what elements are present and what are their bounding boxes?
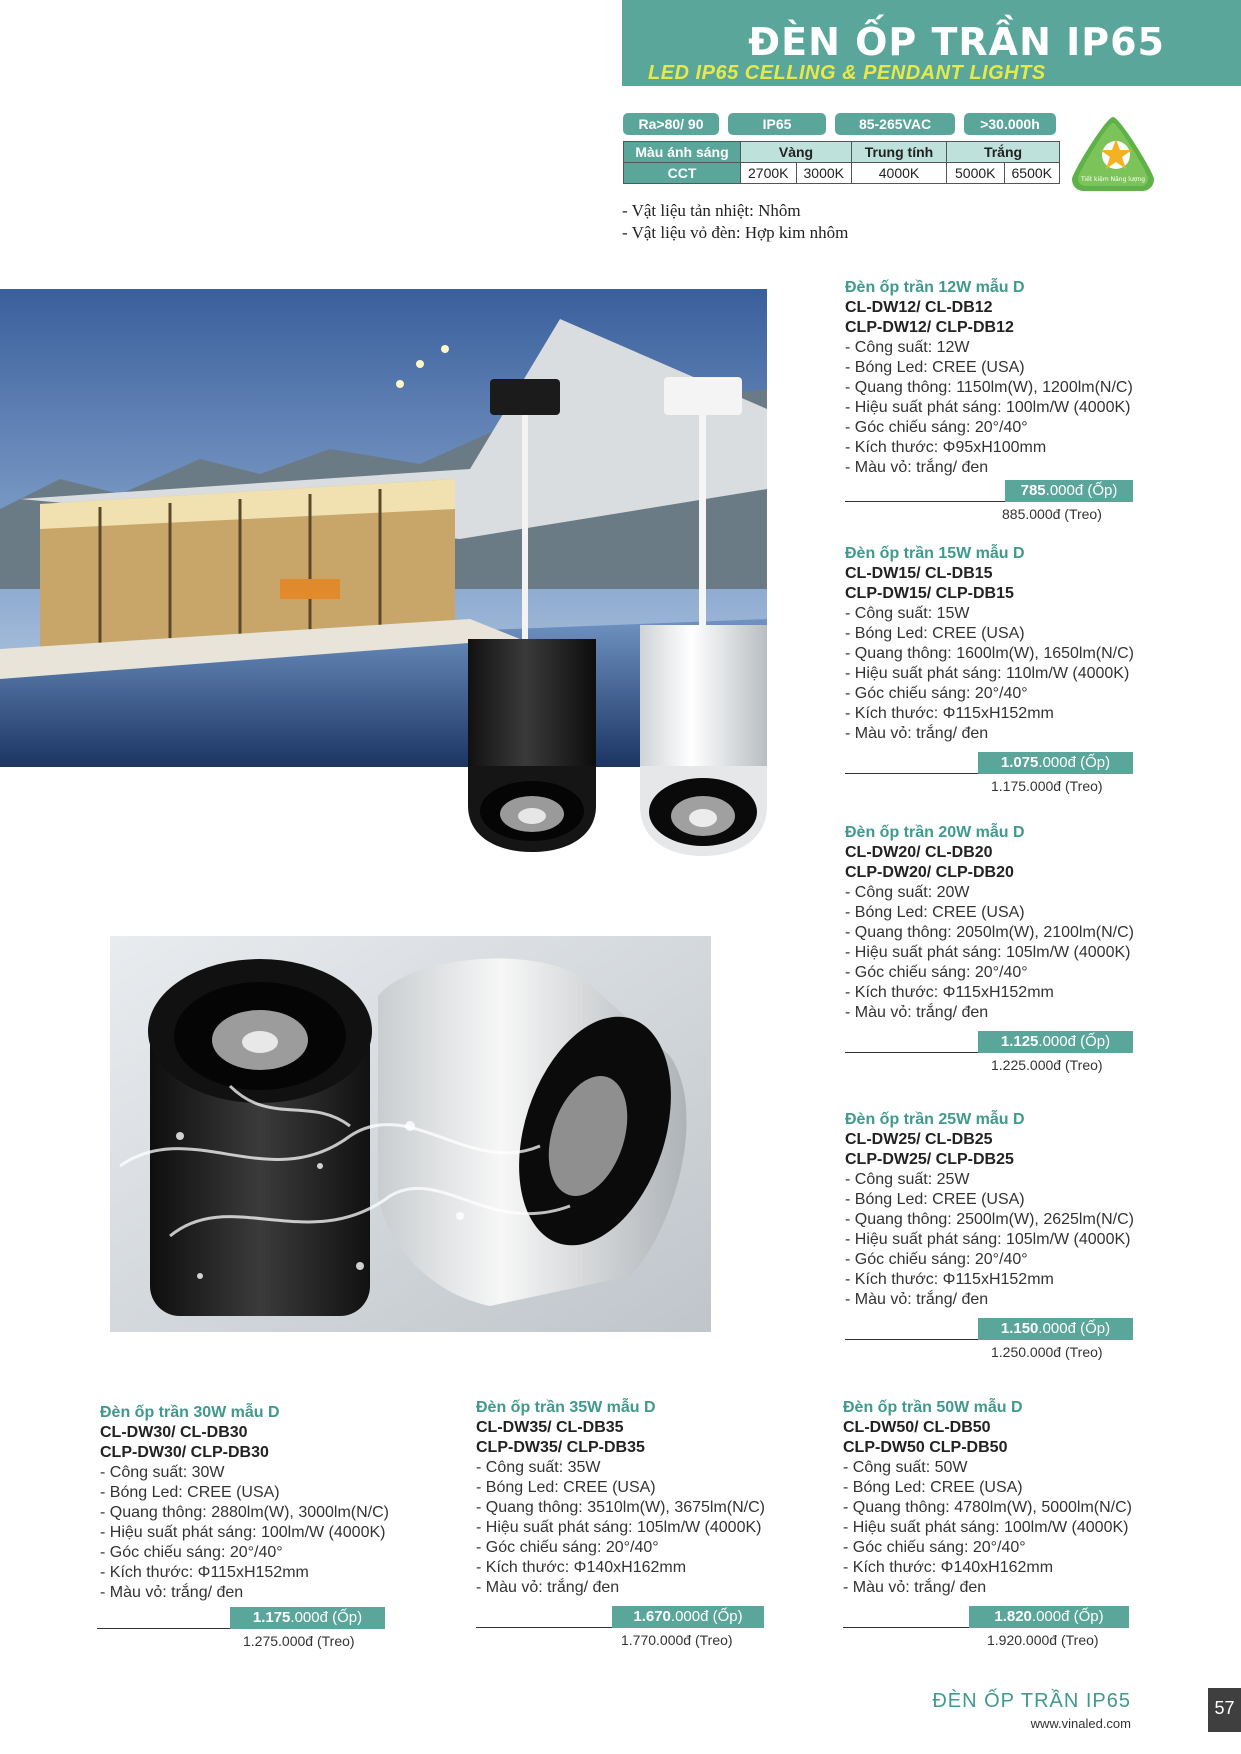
product-code: CLP-DW20/ CLP-DB20	[845, 864, 1014, 881]
product-spec: - Màu vỏ: trắng/ đen	[845, 725, 989, 742]
product-spec: - Quang thông: 3510lm(W), 3675lm(N/C)	[476, 1499, 765, 1516]
product-code: CLP-DW25/ CLP-DB25	[845, 1151, 1014, 1168]
product-spec: - Màu vỏ: trắng/ đen	[100, 1584, 244, 1601]
price-treo: 1.175.000đ (Treo)	[991, 778, 1103, 794]
page-number: 57	[1214, 1698, 1235, 1718]
product-code: CL-DW50/ CL-DB50	[843, 1419, 991, 1436]
cct-value: 6500K	[1004, 163, 1060, 184]
product-spec: - Hiệu suất phát sáng: 100lm/W (4000K)	[843, 1519, 1129, 1536]
product-spec: - Góc chiếu sáng: 20°/40°	[843, 1539, 1026, 1556]
price-treo: 1.250.000đ (Treo)	[991, 1344, 1103, 1360]
product-spec: - Màu vỏ: trắng/ đen	[476, 1579, 620, 1596]
product-code: CLP-DW15/ CLP-DB15	[845, 585, 1014, 602]
price-op: 1.075.000đ (Ốp)	[978, 752, 1133, 774]
product-spec: - Góc chiếu sáng: 20°/40°	[100, 1544, 283, 1561]
cct-group-white: Trắng	[947, 142, 1060, 163]
cct-group-neutral: Trung tính	[852, 142, 947, 163]
material-heatsink: - Vật liệu tản nhiệt: Nhôm	[622, 201, 801, 220]
page-title: ĐÈN ỐP TRẦN IP65	[748, 20, 1165, 64]
price-op: 1.670.000đ (Ốp)	[612, 1606, 764, 1628]
footer-title: ĐÈN ỐP TRẦN IP65	[932, 1690, 1131, 1712]
product-spec: - Kích thước: Φ115xH152mm	[845, 1271, 1054, 1288]
white-pendant-light-image	[640, 766, 767, 856]
product-spec: - Hiệu suất phát sáng: 105lm/W (4000K)	[845, 1231, 1131, 1248]
product-spec: - Góc chiếu sáng: 20°/40°	[476, 1539, 659, 1556]
price-treo: 1.770.000đ (Treo)	[621, 1632, 733, 1648]
spec-pill-lifetime: >30.000h	[964, 113, 1056, 135]
cct-row-label-cct: CCT	[624, 163, 741, 184]
product-spec: - Bóng Led: CREE (USA)	[100, 1484, 280, 1501]
product-code: CLP-DW30/ CLP-DB30	[100, 1444, 269, 1461]
product-spec: - Bóng Led: CREE (USA)	[845, 625, 1025, 642]
product-code: CLP-DW50 CLP-DB50	[843, 1439, 1008, 1456]
product-spec: - Góc chiếu sáng: 20°/40°	[845, 964, 1028, 981]
product-spec: - Màu vỏ: trắng/ đen	[845, 459, 989, 476]
product-spec: - Góc chiếu sáng: 20°/40°	[845, 1251, 1028, 1268]
product-spec: - Màu vỏ: trắng/ đen	[845, 1291, 989, 1308]
product-spec: - Công suất: 20W	[845, 884, 970, 901]
price-op: 1.820.000đ (Ốp)	[969, 1606, 1129, 1628]
product-20w	[845, 823, 1185, 1079]
product-spec: - Công suất: 12W	[845, 339, 970, 356]
cct-row-label-color: Màu ánh sáng	[624, 142, 741, 163]
product-code: CL-DW25/ CL-DB25	[845, 1131, 993, 1148]
product-spec: - Hiệu suất phát sáng: 105lm/W (4000K)	[845, 944, 1131, 961]
price-treo: 885.000đ (Treo)	[1002, 506, 1102, 522]
cct-value: 4000K	[852, 163, 947, 184]
product-30w	[100, 1403, 440, 1655]
product-title: Đèn ốp trần 20W mẫu D	[845, 824, 1025, 841]
spec-pill-voltage: 85-265VAC	[835, 113, 955, 135]
product-spec: - Góc chiếu sáng: 20°/40°	[845, 419, 1028, 436]
product-title: Đèn ốp trần 25W mẫu D	[845, 1111, 1025, 1128]
water-splash-product-photo	[110, 936, 711, 1332]
product-spec: - Bóng Led: CREE (USA)	[845, 904, 1025, 921]
product-spec: - Quang thông: 2500lm(W), 2625lm(N/C)	[845, 1211, 1134, 1228]
villa-product-photo	[0, 289, 767, 767]
product-title: Đèn ốp trần 35W mẫu D	[476, 1399, 656, 1416]
price-box	[97, 1607, 437, 1655]
product-spec: - Màu vỏ: trắng/ đen	[845, 1004, 989, 1021]
product-spec: - Quang thông: 2880lm(W), 3000lm(N/C)	[100, 1504, 389, 1521]
product-spec: - Góc chiếu sáng: 20°/40°	[845, 685, 1028, 702]
cct-value: 5000K	[947, 163, 1005, 184]
product-code: CLP-DW12/ CLP-DB12	[845, 319, 1014, 336]
price-treo: 1.225.000đ (Treo)	[991, 1057, 1103, 1073]
product-title: Đèn ốp trần 12W mẫu D	[845, 279, 1025, 296]
price-treo: 1.275.000đ (Treo)	[243, 1633, 355, 1649]
price-treo: 1.920.000đ (Treo)	[987, 1632, 1099, 1648]
product-spec: - Kích thước: Φ115xH152mm	[845, 705, 1054, 722]
product-spec: - Bóng Led: CREE (USA)	[845, 359, 1025, 376]
product-spec: - Màu vỏ: trắng/ đen	[843, 1579, 987, 1596]
product-spec: - Kích thước: Φ95xH100mm	[845, 439, 1047, 456]
product-title: Đèn ốp trần 30W mẫu D	[100, 1404, 280, 1421]
product-spec: - Bóng Led: CREE (USA)	[476, 1479, 656, 1496]
spec-pill-ip: IP65	[728, 113, 826, 135]
product-spec: - Bóng Led: CREE (USA)	[843, 1479, 1023, 1496]
product-spec: - Kích thước: Φ140xH162mm	[476, 1559, 687, 1576]
badge-text: Tiết kiệm Năng lượng	[1080, 176, 1146, 183]
cct-group-warm: Vàng	[741, 142, 852, 163]
product-spec: - Quang thông: 1150lm(W), 1200lm(N/C)	[845, 379, 1133, 396]
product-title: Đèn ốp trần 50W mẫu D	[843, 1399, 1023, 1416]
product-spec: - Kích thước: Φ140xH162mm	[843, 1559, 1054, 1576]
footer-website: www.vinaled.com	[1030, 1716, 1131, 1731]
energy-saving-badge-icon	[1070, 115, 1156, 193]
price-box	[843, 1606, 1183, 1654]
product-spec: - Công suất: 25W	[845, 1171, 970, 1188]
price-op: 1.150.000đ (Ốp)	[978, 1318, 1133, 1340]
price-op: 1.175.000đ (Ốp)	[230, 1607, 385, 1629]
product-spec: - Hiệu suất phát sáng: 100lm/W (4000K)	[845, 399, 1131, 416]
product-12w	[845, 278, 1185, 528]
price-box	[476, 1606, 816, 1654]
page-subtitle: LED IP65 CELLING & PENDANT LIGHTS	[648, 62, 1046, 84]
product-spec: - Công suất: 30W	[100, 1464, 225, 1481]
product-spec: - Hiệu suất phát sáng: 100lm/W (4000K)	[100, 1524, 386, 1541]
product-spec: - Công suất: 50W	[843, 1459, 968, 1476]
material-housing: - Vật liệu vỏ đèn: Hợp kim nhôm	[622, 223, 849, 242]
product-spec: - Kích thước: Φ115xH152mm	[845, 984, 1054, 1001]
price-box	[845, 1318, 1185, 1366]
product-35w	[476, 1398, 816, 1654]
product-spec: - Hiệu suất phát sáng: 105lm/W (4000K)	[476, 1519, 762, 1536]
product-spec: - Quang thông: 1600lm(W), 1650lm(N/C)	[845, 645, 1134, 662]
product-code: CL-DW12/ CL-DB12	[845, 299, 993, 316]
product-spec: - Công suất: 35W	[476, 1459, 601, 1476]
cct-value: 2700K	[741, 163, 797, 184]
price-op: 785.000đ (Ốp)	[1005, 480, 1133, 502]
product-15w	[845, 544, 1185, 800]
product-spec: - Quang thông: 2050lm(W), 2100lm(N/C)	[845, 924, 1134, 941]
product-code: CL-DW20/ CL-DB20	[845, 844, 993, 861]
product-code: CL-DW30/ CL-DB30	[100, 1424, 248, 1441]
product-code: CLP-DW35/ CLP-DB35	[476, 1439, 645, 1456]
materials-list	[622, 200, 848, 244]
product-spec: - Kích thước: Φ115xH152mm	[100, 1564, 309, 1581]
cct-table	[623, 141, 1060, 184]
product-25w	[845, 1110, 1185, 1366]
price-op: 1.125.000đ (Ốp)	[978, 1031, 1133, 1053]
cct-value: 3000K	[796, 163, 852, 184]
product-spec: - Quang thông: 4780lm(W), 5000lm(N/C)	[843, 1499, 1132, 1516]
price-box	[845, 480, 1185, 528]
product-spec: - Bóng Led: CREE (USA)	[845, 1191, 1025, 1208]
product-spec: - Công suất: 15W	[845, 605, 970, 622]
price-box	[845, 752, 1185, 800]
spec-pill-ra: Ra>80/ 90	[623, 113, 719, 135]
product-code: CL-DW15/ CL-DB15	[845, 565, 993, 582]
product-spec: - Hiệu suất phát sáng: 110lm/W (4000K)	[845, 665, 1130, 682]
product-title: Đèn ốp trần 15W mẫu D	[845, 545, 1025, 562]
price-box	[845, 1031, 1185, 1079]
product-code: CL-DW35/ CL-DB35	[476, 1419, 624, 1436]
black-pendant-light-image	[468, 766, 596, 852]
product-50w	[843, 1398, 1183, 1654]
